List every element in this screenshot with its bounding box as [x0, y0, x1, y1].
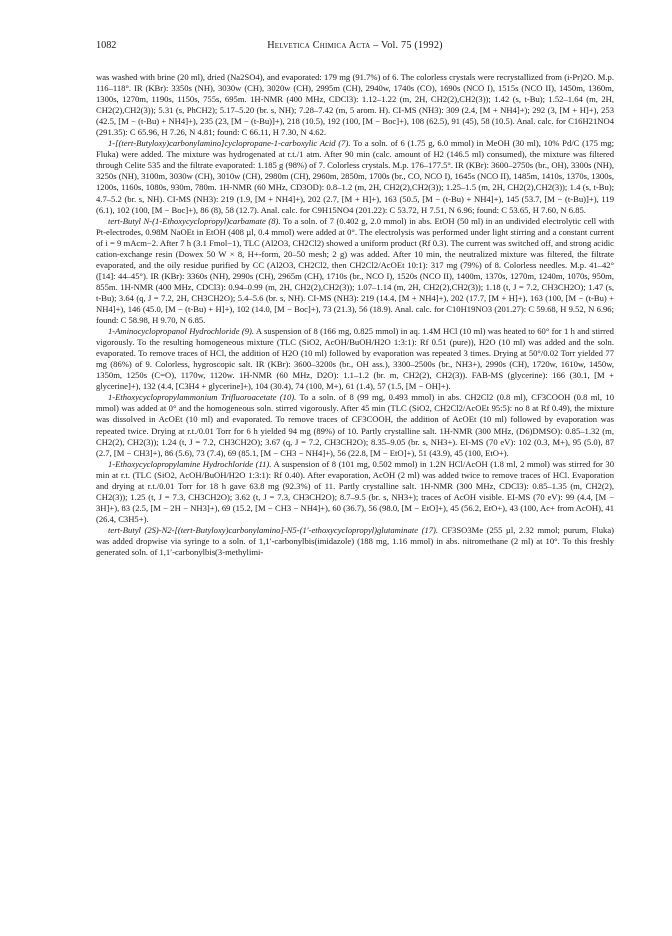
journal-name: Helvetica Chimica Acta [267, 40, 371, 51]
paragraph-heading: 1-[(tert-Butyloxy)carbonylamino]cyclopropane-1-carboxylic Acid (7). [108, 138, 351, 149]
paragraph-heading: 1-Ethoxycyclopropylamine Hydrochloride (11). [108, 458, 272, 469]
page-number: 1082 [96, 40, 117, 51]
paragraph-text: was washed with brine (20 ml), dried (Na2SO4), and evaporated: 179 mg (91.7%) of 6. The colorless crystals were recrystallized from (i-Pr)2O. M.p. 116–118°. IR (KBr): 3350s (NH), 3030w (CH), 3020w (CH), 2995m (CH), 2940w, 1740s (CO), 1690s (NCO I), 1515s (NCO II), 1450m, 1360m, 1300s, 1270m, 1190s, 1150s, 755s, 695m. 1H-NMR (400 MHz, CDCl3): 1.12–1.22 (m, 2H, CH2(2),CH2(3)); 1.42 (s, t-Bu); 1.52–1.64 (m, 2H, CH2(2),CH2(3)); 5.31 (s, PhCH2); 5.17–5.20 (br. s, NH); 7.28–7.42 (m, 5 arom. H). CI-MS (NH3): 309 (2.4, [M + NH4]+); 292 (3, [M + H]+), 253 (42.5, [M − (t-Bu) + NH4]+), 235 (23, [M − (t-Bu)]+), 218 (10.5), 192 (100, [M − Boc]+), 108 (62.5), 91 (45), 58 (10.5). Anal. calc. for C16H21NO4 (291.35): C 65.96, H 7.26, N 4.81; found: C 66.11, H 7.30, N 4.62. [96, 72, 614, 138]
running-title [156, 40, 614, 51]
paragraph-compound-11 [96, 459, 614, 525]
paragraph-text: To a soln. of 6 (1.75 g, 6.0 mmol) in MeOH (30 ml), 10% Pd/C (175 mg; Fluka) were added. The mixture was hydrogenated at r.t./1 atm. After 90 min (calc. amount of H2 (146.5 ml) consumed), the mixture was filtered through Celite 535 and the filtrate evaporated: 1.185 g (98%) of 7. Colorless crystals. M.p. 176–177.5°. IR (KBr): 3600–2750s (br., OH), 3300s (NH), 3250s (NH), 3100m, 3030w (CH), 3010w (CH), 2980m (CH), 2960m, 2850m, 1700s (br., CO, NCO I), 1645s (NCO II), 1485m, 1410s, 1370s, 1300s, 1200s, 1160s, 1080s, 930m, 780m. 1H-NMR (60 MHz, CD3OD): 0.8–1.2 (m, 2H, CH2(2),CH2(3)); 1.25–1.5 (m, 2H, CH2(2),CH2(3)); 1.4 (s, t-Bu); 4.7–5.2 (br. s, NH). CI-MS (NH3): 219 (1.9, [M + NH4]+), 202 (2.7, [M + H]+), 163 (50.5, [M − (t-Bu) + NH4]+), 145 (53.7, [M − (t-Bu)]+), 119 (6.1), 102 (100, [M − Boc]+), 86 (8), 58 (12.7). Anal. calc. for C9H15NO4 (201.22): C 53.72, H 7.51, N 6.96; found: C 53.65, H 7.60, N 6.85. [96, 138, 614, 215]
paragraph-compound-9 [96, 326, 614, 392]
paragraph-heading: 1-Aminocyclopropanol Hydrochloride (9). [108, 326, 255, 337]
paragraph-heading: tert-Butyl N-(1-Ethoxycyclopropyl)carbamate (8). [108, 215, 281, 226]
paragraph-text: A suspension of 8 (166 mg, 0.825 mmol) in aq. 1.4M HCl (10 ml) was heated to 60° for 1 h and stirred vigorously. To the resulting homogeneous mixture (TLC (SiO2, AcOH/BuOH/H2O 1:3:1): Rf 0.51 (pure)), H2O (10 ml) was added and the soln. evaporated. To remove traces of HCl, the addition of H2O (10 ml) followed by evaporation was repeated 3 times. Drying at 50°/0.02 Torr yielded 77 mg (86%) of 9. Colorless, hygroscopic salt. IR (KBr): 3600–3200s (br., OH ass.), 3300–2500s (br., NH3+), 2990s (CH), 1720w, 1610w, 1450w, 1350m, 1250s (C=O), 1170w, 1120w. 1H-NMR (60 MHz, D2O): 1.1–1.2 (br. m, CH2(2), CH2(3)). FAB-MS (glycerine): 166 (30.1, [M + glycerine]+), 132 (4.4, [C3H4 + glycerine]+), 104 (30.4), 74 (100, M+), 61 (1.4), 57 (1.5, [M − OH]+). [96, 326, 614, 392]
article-body [96, 72, 614, 558]
paragraph-compound-7 [96, 138, 614, 215]
paragraph-text: To a soln. of 7 (0.402 g, 2.0 mmol) in abs. EtOH (50 ml) in an undivided electrolytic cell with Pt-electrodes, 0.98M NaOEt in EtOH (408 µl, 0.4 mmol) were added at 0°. The electrolysis was performed under light stirring and a constant current of i = 9 mAcm−2. After 7 h (3.1 Fmol−1), TLC (Al2O3, CH2Cl2) showed a uniform product (Rf 0.3). The current was switched off, and strong acidic cation-exchange resin (Dowex 50 W × 8, H+-form, 20–50 mesh; 2 g) was added. After 10 min, the neutralized mixture was filtered, the filtrate evaporated, and the oily residue purified by CC (Al2O3, CH2Cl2, then CH2Cl2/AcOEt 10:1): 317 mg (79%) of 8. Colorless needles. M.p. 41–42° ([14]: 44–45°). IR (KBr): 3360s (NH), 2990s (CH), 2965m (CH), 1710s (br., NCO I), 1520s (NCO II), 1400m, 1370s, 1270m, 1240m, 1070s, 950m, 855m. 1H-NMR (400 MHz, CDCl3): 0.94–0.99 (m, 2H, CH2(2),CH2(3)); 1.07–1.14 (m, 2H, CH2(2),CH2(3)); 1.18 (t, J = 7.2, CH3CH2O); 1.47 (s, t-Bu); 3.64 (q, J = 7.2, 2H, CH3CH2O); 5.4–5.6 (br. s, NH). CI-MS (NH3): 219 (14.4, [M + NH4]+), 202 (17.7, [M + H]+), 163 (100, [M − (t-Bu) + NH4]+), 146 (45.0, [M − (t-Bu) + H]+), 102 (14.0, [M − Boc]+), 73 (21.3), 56 (18.9). Anal. calc. for C10H19NO3 (201.27): C 59.68, H 9.52, N 6.96; found: C 58.98, H 9.70, N 6.85. [96, 215, 615, 326]
paragraph-text: CF3SO3Me (255 µl, 2.32 mmol; purum, Fluka) was added dropwise via syringe to a soln. of 1,1′-carbonylbis(imidazole) (188 mg, 1.16 mmol) in abs. nitromethane (2 ml) at 10°. To this freshly generated soln. of 1,1′-carbonylbis(3-methylimi- [96, 524, 615, 558]
paragraph-text: A suspension of 8 (101 mg, 0.502 mmol) in 1.2N HCl/AcOH (1.8 ml, 2 mmol) was stirred for 30 min at r.t. (TLC (SiO2, AcOH/BuOH/H2O 1:3:1): Rf 0.40). After evaporation, AcOH (2 ml) was added twice to remove traces of HCl. Evaporation and drying at r.t./0.01 Torr for 18 h gave 63.8 mg (92.3%) of 11. Partly crystalline salt. 1H-NMR (300 MHz, CDCl3): 0.85–1.35 (m, CH2(2), CH2(3)); 1.25 (t, J = 7.3, CH3CH2O); 3.62 (t, J = 7.3, CH3CH2O); 8.7–9.5 (br. s, NH3+); traces of AcOH visible. EI-MS (70 eV): 99 (4.4, [M − 3H]+), 83 (2.5, [M − 2H − NH3]+), 69 (15.2, [M − CH3 − NH4]+), 60 (36.7), 56 (98.0, [M − EtO]+), 45 (56.2, EtO+), 43 (100, Ac+ from AcOH), 41 (26.4, C3H5+). [96, 458, 614, 524]
paragraph-heading: tert-Butyl (2S)-N2-[(tert-Butyloxy)carbonylamino]-N5-(1′-ethoxycyclopropyl)glutaminate (17). [108, 524, 439, 535]
paragraph-compound-6 [96, 72, 614, 138]
journal-volume: – Vol. 75 (1992) [370, 40, 443, 51]
paragraph-heading: 1-Ethoxycyclopropylammonium Trifluoroacetate (10). [108, 392, 297, 403]
paragraph-compound-10 [96, 392, 614, 458]
paragraph-text: To a soln. of 8 (99 mg, 0.493 mmol) in abs. CH2Cl2 (0.8 ml), CF3COOH (0.8 ml, 10 mmol) was added at 0° and the homogeneous soln. stirred vigorously. After 45 min (TLC (SiO2, CH2Cl2/AcOEt 95:5): no 8 at Rf 0.49), the mixture was dissolved in AcOEt (10 ml) and evaporated. To remove traces of CF3COOH, the addition of AcOEt (10 ml) followed by evaporation was repeated twice. Drying at r.t./0.01 Torr for 6 h yielded 94 mg (89%) of 10. Partly crystalline salt. 1H-NMR (300 MHz, (D6)DMSO): 0.85–1.32 (m, CH2(2), CH2(3)); 1.24 (t, J = 7.2, CH3CH2O); 3.67 (q, J = 7.2, CH3CH2O); 8.35–9.05 (br. s, NH3+). EI-MS (70 eV): 102 (0.3, M+), 95 (5.0), 87 (2.7, [M − CH3]+), 86 (5.6), 73 (7.4), 69 (85.1, [M − CH3 − NH4]+), 56 (22.8, [M − EtO]+), 51 (43.9), 45 (100, EtO+). [96, 392, 614, 458]
page-header [96, 40, 614, 60]
paragraph-compound-8 [96, 216, 614, 326]
paragraph-compound-17 [96, 525, 614, 558]
